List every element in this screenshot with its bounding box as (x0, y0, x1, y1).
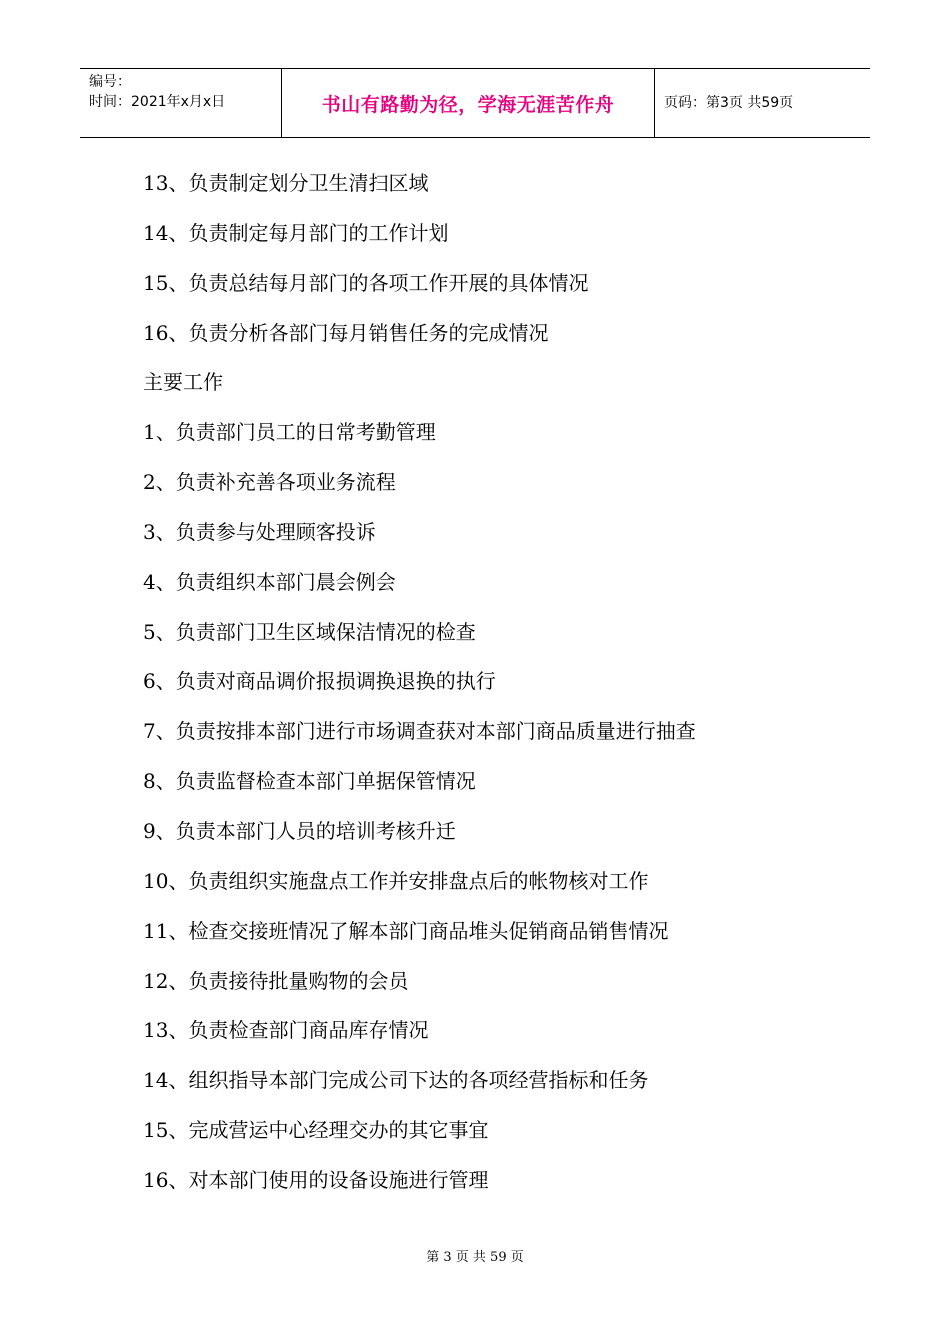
body-line: 5、负责部门卫生区域保洁情况的检查 (143, 619, 476, 644)
body-line: 13、负责制定划分卫生清扫区域 (143, 171, 429, 195)
body-line: 3、负责参与处理顾客投诉 (143, 519, 376, 544)
body-line: 8、负责监督检查本部门单据保管情况 (143, 769, 476, 794)
document-body (143, 168, 883, 1215)
body-line: 11、检查交接班情况了解本部门商品堆头促销商品销售情况 (143, 918, 669, 943)
body-line: 7、负责按排本部门进行市场调查获对本部门商品质量进行抽查 (143, 719, 696, 744)
body-line: 2、负责补充善各项业务流程 (143, 470, 396, 495)
body-line: 1、负责部门员工的日常考勤管理 (143, 420, 436, 445)
page-footer: 第 3 页 共 59 页 (426, 1250, 524, 1265)
body-line: 16、负责分析各部门每月销售任务的完成情况 (143, 320, 549, 345)
header-page-info: 页码：第3页 共59页 (664, 95, 794, 111)
body-line: 14、负责制定每月部门的工作计划 (143, 220, 449, 245)
body-line: 16、对本部门使用的设备设施进行管理 (143, 1167, 489, 1192)
document-date: 时间：2021年x月x日 (89, 94, 226, 110)
body-line: 4、负责组织本部门晨会例会 (143, 569, 396, 594)
body-line: 14、组织指导本部门完成公司下达的各项经营指标和任务 (143, 1068, 649, 1093)
header-motto-cell (282, 69, 655, 137)
body-line: 10、负责组织实施盘点工作并安排盘点后的帐物核对工作 (143, 868, 649, 893)
body-line: 9、负责本部门人员的培训考核升迁 (143, 818, 456, 843)
body-line: 6、负责对商品调价报损调换退换的执行 (143, 669, 496, 694)
body-line: 15、完成营运中心经理交办的其它事宜 (143, 1118, 489, 1143)
document-number-label: 编号： (89, 74, 131, 90)
body-line: 13、负责检查部门商品库存情况 (143, 1018, 429, 1043)
section-heading: 主要工作 (143, 370, 223, 395)
motto-text: 书山有路勤为径，学海无涯苦作舟 (321, 93, 615, 116)
page-header (80, 68, 870, 138)
header-meta (80, 69, 282, 137)
body-line: 12、负责接待批量购物的会员 (143, 968, 409, 993)
body-line: 15、负责总结每月部门的各项工作开展的具体情况 (143, 270, 589, 295)
header-page-cell (655, 69, 870, 137)
